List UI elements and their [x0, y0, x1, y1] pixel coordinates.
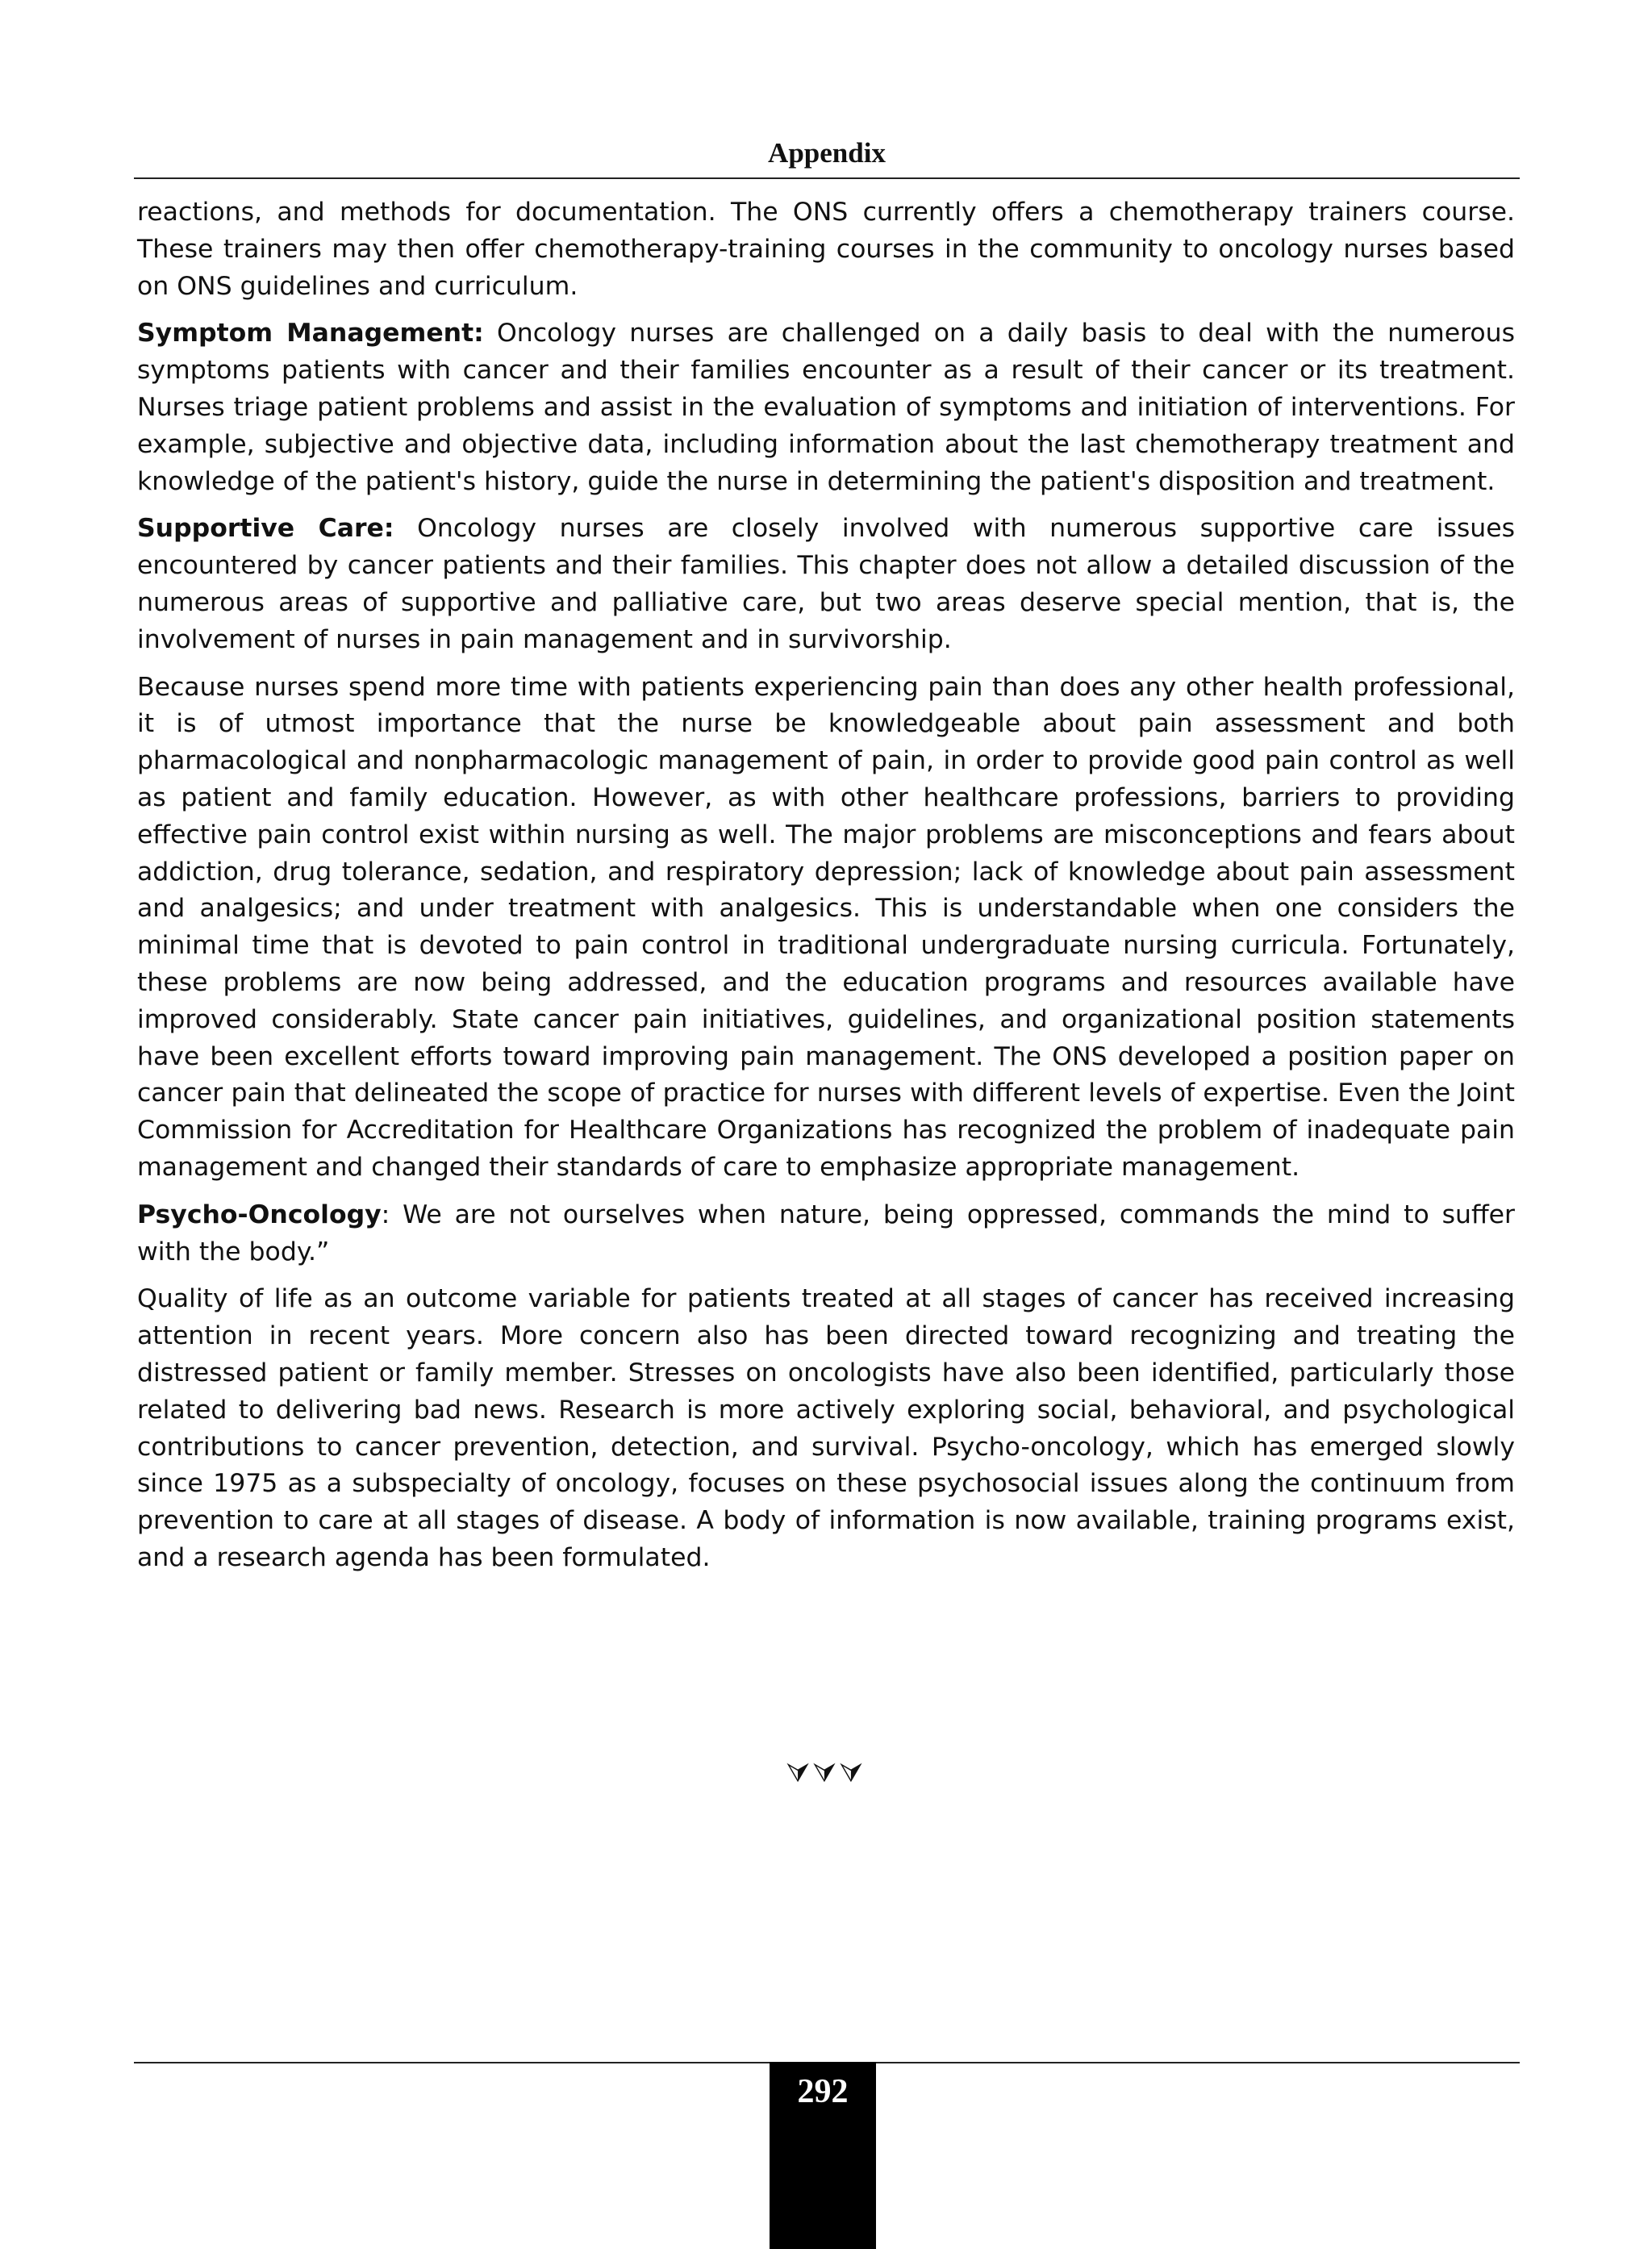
paragraph-documentation [137, 194, 1515, 305]
term-supportive-care: Supportive Care: [137, 514, 394, 544]
term-symptom-management: Symptom Management: [137, 319, 484, 348]
paragraph-text: : We are not ourselves when nature, being oppressed, commands the mind to suffer with the body.” [137, 1200, 1515, 1266]
term-psycho-oncology: Psycho-Oncology [137, 1200, 382, 1229]
paragraph-text: Oncology nurses are challenged on a daily basis to deal with the numerous symptoms patients with cancer and their families encounter as a result of their cancer or its treatment. Nurses triage patient problems and assist in the evaluation of symptoms and initiation of interventions. For example, subjective and objective data, including information about the last chemotherapy treatment and knowledge of the patient's history, guide the nurse in determining the patient's disposition and treatment. [137, 319, 1515, 496]
page-number: 292 [797, 2073, 849, 2110]
ornament-glyphs: ⮛⮛⮛ [786, 1757, 866, 1789]
paragraph-text: Quality of life as an outcome variable for patients treated at all stages of cancer has received increasing attention in recent years. More concern also has been directed toward recognizing and treating the distressed patient or family member. Stresses on oncologists have also been identified, particularly those related to delivering bad news. Research is more actively exploring social, behavioral, and psychological contributions to cancer prevention, detection, and survival. Psycho-oncology, which has emerged slowly since 1975 as a subspecialty of oncology, focuses on these psychosocial issues along the continuum from prevention to care at all stages of disease. A body of information is now available, training programs exist, and a research agenda has been formulated. [137, 1284, 1515, 1572]
paragraph-psycho-oncology [137, 1197, 1515, 1271]
paragraph-quality-of-life [137, 1281, 1515, 1576]
paragraph-supportive-care [137, 511, 1515, 658]
section-end-ornament [0, 1757, 1652, 1789]
running-title: Appendix [768, 137, 886, 169]
page-header [134, 136, 1520, 179]
page-number-tab [770, 2062, 876, 2249]
paragraph-text: Oncology nurses are closely involved with numerous supportive care issues encountered by cancer patients and their families. This chapter does not allow a detailed discussion of the numerous areas of supportive and palliative care, but two areas deserve special mention, that is, the involvement of nurses in pain management and in survivorship. [137, 514, 1515, 654]
paragraph-text: Because nurses spend more time with patients experiencing pain than does any other health professional, it is of utmost importance that the nurse be knowledgeable about pain assessment and both pharmacological and nonpharmacologic management of pain, in order to provide good pain control as well as patient and family education. However, as with other healthcare professions, barriers to providing effective pain control exist within nursing as well. The major problems are misconceptions and fears about addiction, drug tolerance, sedation, and respiratory depression; lack of knowledge about pain assessment and analgesics; and under treatment with analgesics. This is understandable when one considers the minimal time that is devoted to pain control in traditional undergraduate nursing curricula. Fortunately, these problems are now being addressed, and the education programs and resources available have improved considerably. State cancer pain initiatives, guidelines, and organizational position statements have been excellent efforts toward improving pain management. The ONS developed a position paper on cancer pain that delineated the scope of practice for nurses with different levels of expertise. Even the Joint Commission for Accreditation for Healthcare Organizations has recognized the problem of inadequate pain management and changed their standards of care to emphasize appropriate management. [137, 672, 1515, 1182]
body-text [137, 194, 1515, 1588]
paragraph-pain-management [137, 670, 1515, 1187]
paragraph-symptom-management [137, 315, 1515, 500]
paragraph-text: reactions, and methods for documentation. The ONS currently offers a chemotherapy trainers course. These trainers may then offer chemotherapy-training courses in the community to oncology nurses based on ONS guidelines and curriculum. [137, 198, 1515, 301]
